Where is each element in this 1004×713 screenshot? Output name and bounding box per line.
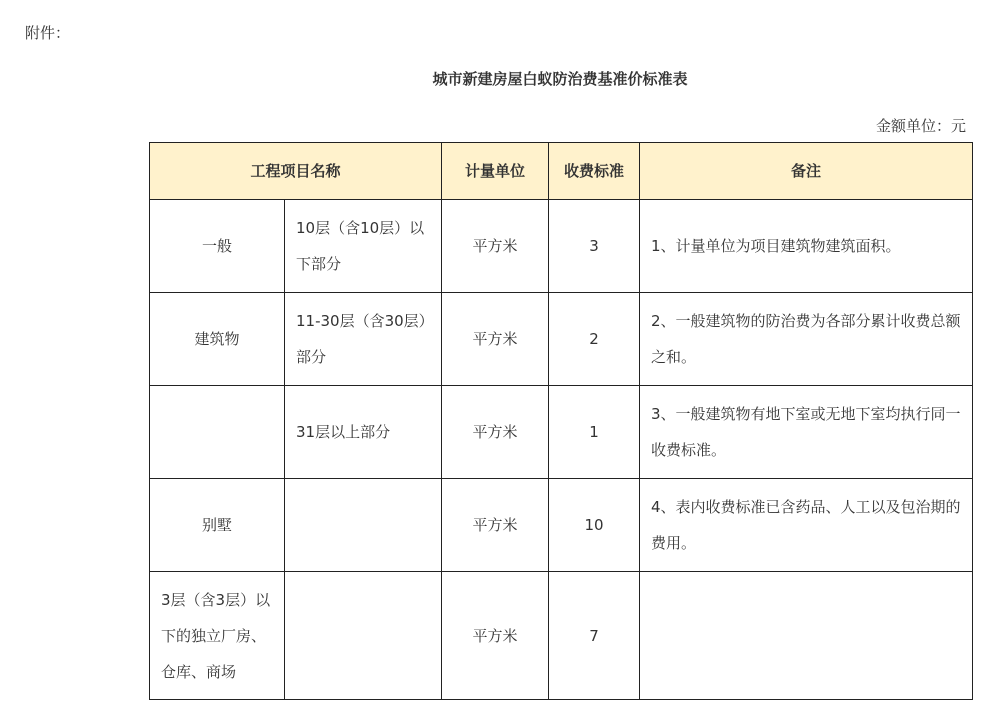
cell-remark	[640, 572, 973, 700]
cell-fee: 7	[549, 572, 640, 700]
fee-standard-table	[149, 142, 973, 700]
cell-category: 3层（含3层）以下的独立厂房、仓库、商场	[150, 572, 285, 700]
table-row	[150, 293, 973, 386]
header-project-name: 工程项目名称	[150, 143, 442, 200]
table-row	[150, 386, 973, 479]
cell-unit: 平方米	[442, 572, 549, 700]
cell-fee: 1	[549, 386, 640, 479]
header-remark: 备注	[640, 143, 973, 200]
cell-category	[150, 386, 285, 479]
cell-sub	[285, 479, 442, 572]
cell-unit: 平方米	[442, 386, 549, 479]
cell-sub: 11-30层（含30层）部分	[285, 293, 442, 386]
cell-category: 建筑物	[150, 293, 285, 386]
header-fee: 收费标准	[549, 143, 640, 200]
cell-remark: 2、一般建筑物的防治费为各部分累计收费总额之和。	[640, 293, 973, 386]
amount-unit-label: 金额单位：元	[875, 117, 966, 135]
cell-category: 别墅	[150, 479, 285, 572]
cell-sub: 10层（含10层）以下部分	[285, 200, 442, 293]
cell-remark: 4、表内收费标准已含药品、人工以及包治期的费用。	[640, 479, 973, 572]
table-row	[150, 479, 973, 572]
cell-sub: 31层以上部分	[285, 386, 442, 479]
table-row	[150, 200, 973, 293]
page-title: 城市新建房屋白蚁防治费基准价标准表	[432, 70, 688, 88]
header-unit: 计量单位	[442, 143, 549, 200]
table-row	[150, 572, 973, 700]
cell-fee: 3	[549, 200, 640, 293]
attachment-label: 附件：	[25, 24, 71, 42]
cell-unit: 平方米	[442, 293, 549, 386]
cell-sub	[285, 572, 442, 700]
cell-remark: 1、计量单位为项目建筑物建筑面积。	[640, 200, 973, 293]
cell-unit: 平方米	[442, 200, 549, 293]
cell-unit: 平方米	[442, 479, 549, 572]
table-header-row	[150, 143, 973, 200]
cell-fee: 2	[549, 293, 640, 386]
cell-category: 一般	[150, 200, 285, 293]
cell-remark: 3、一般建筑物有地下室或无地下室均执行同一收费标准。	[640, 386, 973, 479]
cell-fee: 10	[549, 479, 640, 572]
